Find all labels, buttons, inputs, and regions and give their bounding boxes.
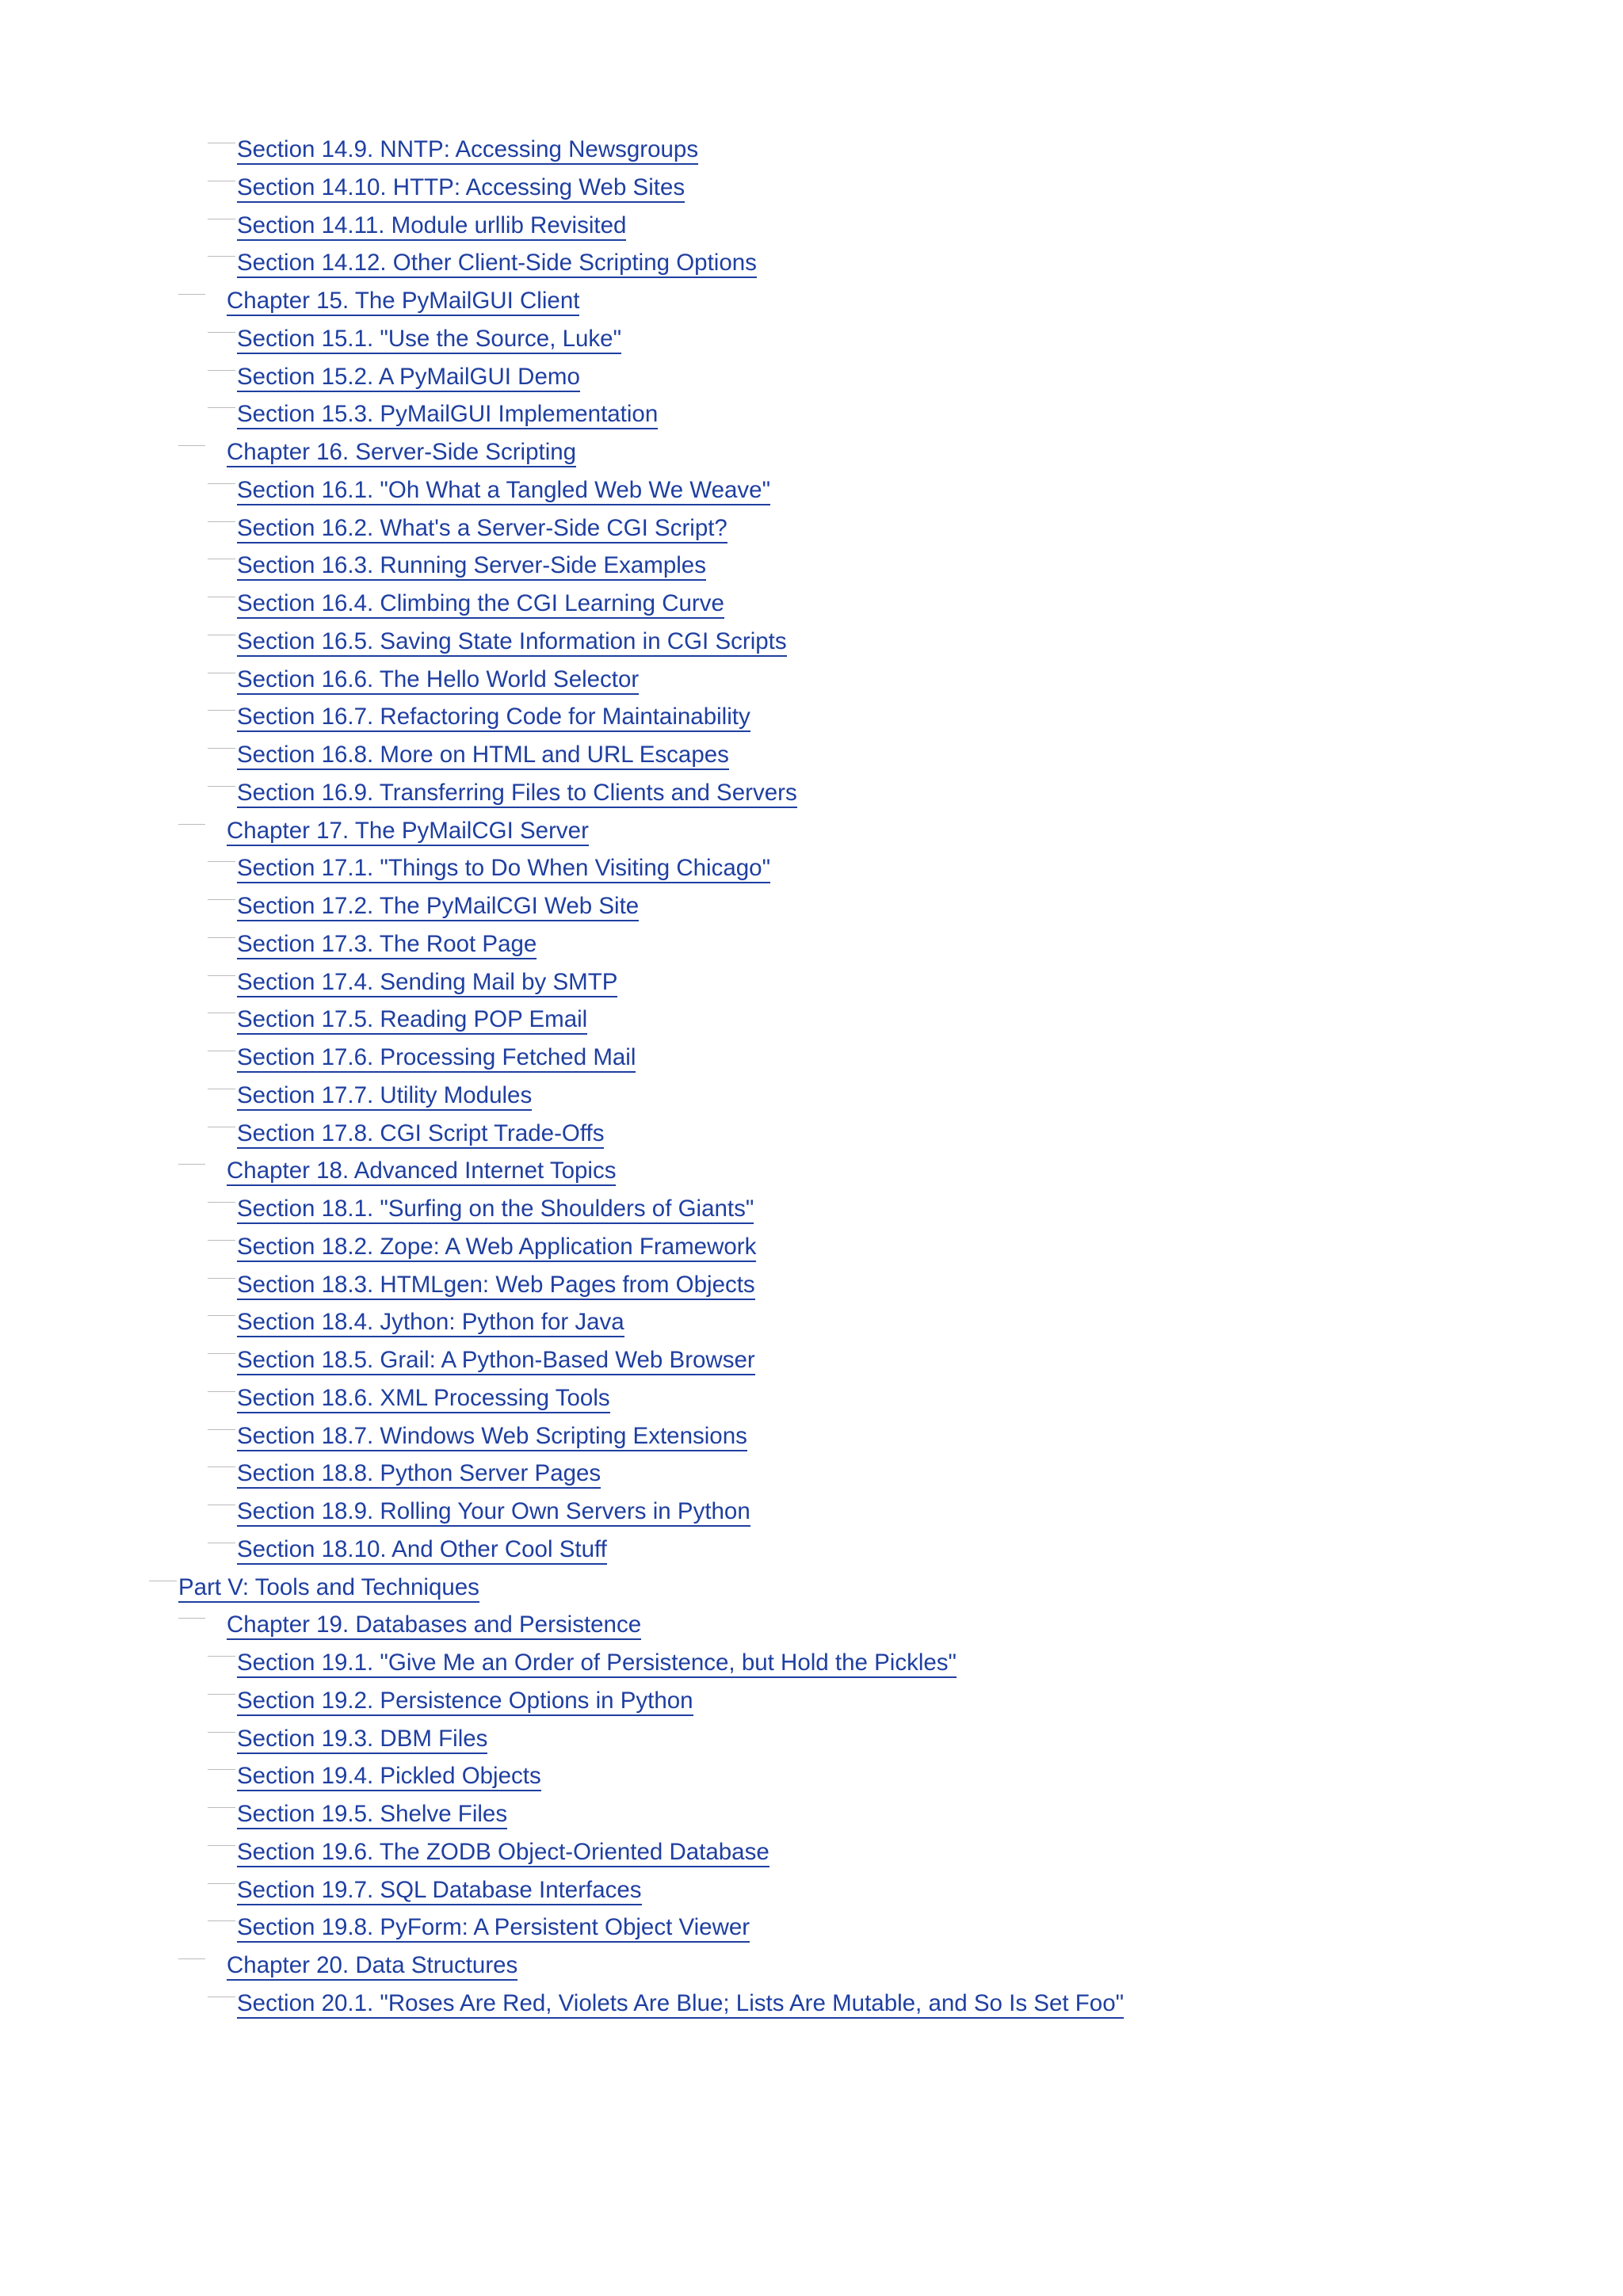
- toc-section-link[interactable]: Section 18.4. Jython: Python for Java: [237, 1309, 624, 1337]
- toc-chapter-link[interactable]: Chapter 16. Server-Side Scripting: [227, 439, 576, 467]
- toc-section-link[interactable]: Section 17.7. Utility Modules: [237, 1082, 532, 1111]
- toc-section-link[interactable]: Section 16.6. The Hello World Selector: [237, 666, 639, 695]
- toc-section-entry: [0, 1001, 1623, 1039]
- toc-section-entry: [0, 1304, 1623, 1342]
- tree-connector-line: [208, 1694, 235, 1695]
- toc-section-entry: [0, 888, 1623, 926]
- toc-section-entry: [0, 699, 1623, 737]
- toc-section-entry: [0, 775, 1623, 813]
- toc-section-link[interactable]: Section 16.5. Saving State Information in CGI Scripts: [237, 628, 787, 657]
- toc-section-entry: [0, 245, 1623, 283]
- table-of-contents: [0, 132, 1623, 2023]
- toc-section-entry: [0, 1418, 1623, 1456]
- toc-section-entry: [0, 472, 1623, 510]
- toc-section-link[interactable]: Section 18.9. Rolling Your Own Servers in Python: [237, 1498, 750, 1527]
- toc-part-entry: [0, 1569, 1623, 1608]
- toc-section-link[interactable]: Section 17.8. CGI Script Trade-Offs: [237, 1120, 604, 1149]
- tree-connector-line: [208, 861, 235, 862]
- tree-connector-line: [208, 975, 235, 976]
- toc-section-link[interactable]: Section 18.3. HTMLgen: Web Pages from Objects: [237, 1272, 755, 1300]
- tree-connector-line: [208, 1769, 235, 1770]
- toc-section-link[interactable]: Section 15.3. PyMailGUI Implementation: [237, 401, 658, 429]
- toc-section-entry: [0, 359, 1623, 397]
- toc-section-entry: [0, 1380, 1623, 1418]
- toc-section-link[interactable]: Section 17.1. "Things to Do When Visiting Chicago": [237, 855, 770, 883]
- toc-section-link[interactable]: Section 16.4. Climbing the CGI Learning Curve: [237, 590, 724, 619]
- toc-section-entry: [0, 132, 1623, 170]
- toc-section-entry: [0, 1116, 1623, 1154]
- toc-section-link[interactable]: Section 18.7. Windows Web Scripting Extensions: [237, 1423, 747, 1451]
- tree-connector-line: [208, 1656, 235, 1657]
- toc-section-entry: [0, 208, 1623, 246]
- toc-section-link[interactable]: Section 16.2. What's a Server-Side CGI Script?: [237, 515, 727, 543]
- toc-chapter-entry: [0, 434, 1623, 472]
- toc-chapter-link[interactable]: Chapter 17. The PyMailCGI Server: [227, 818, 589, 846]
- toc-section-entry: [0, 1683, 1623, 1721]
- toc-section-link[interactable]: Section 19.5. Shelve Files: [237, 1801, 507, 1829]
- toc-section-link[interactable]: Section 16.9. Transferring Files to Clients and Servers: [237, 780, 797, 808]
- toc-section-entry: [0, 624, 1623, 662]
- toc-chapter-entry: [0, 813, 1623, 851]
- tree-connector-line: [208, 899, 235, 900]
- toc-section-link[interactable]: Section 18.1. "Surfing on the Shoulders of Giants": [237, 1196, 754, 1224]
- tree-connector-line: [208, 1845, 235, 1846]
- toc-section-link[interactable]: Section 18.6. XML Processing Tools: [237, 1385, 610, 1413]
- toc-section-entry: [0, 1645, 1623, 1683]
- tree-connector-line: [208, 1202, 235, 1203]
- toc-section-entry: [0, 321, 1623, 359]
- toc-section-link[interactable]: Section 17.2. The PyMailCGI Web Site: [237, 893, 639, 921]
- toc-section-link[interactable]: Section 19.3. DBM Files: [237, 1726, 487, 1754]
- toc-chapter-entry: [0, 283, 1623, 321]
- tree-connector-line: [208, 1732, 235, 1733]
- toc-section-entry: [0, 1039, 1623, 1077]
- toc-section-link[interactable]: Section 14.10. HTTP: Accessing Web Sites: [237, 174, 685, 203]
- toc-chapter-entry: [0, 1607, 1623, 1645]
- toc-section-link[interactable]: Section 14.12. Other Client-Side Scripting Options: [237, 250, 757, 278]
- toc-section-link[interactable]: Section 14.11. Module urllib Revisited: [237, 212, 626, 241]
- tree-connector-line: [208, 937, 235, 938]
- tree-connector-line: [208, 1315, 235, 1316]
- toc-section-entry: [0, 964, 1623, 1002]
- toc-section-link[interactable]: Section 19.6. The ZODB Object-Oriented Database: [237, 1839, 769, 1867]
- toc-section-link[interactable]: Section 15.2. A PyMailGUI Demo: [237, 364, 580, 392]
- toc-section-link[interactable]: Section 17.4. Sending Mail by SMTP: [237, 969, 617, 997]
- tree-connector-line: [208, 1391, 235, 1392]
- toc-chapter-link[interactable]: Chapter 19. Databases and Persistence: [227, 1611, 641, 1640]
- toc-section-link[interactable]: Section 18.10. And Other Cool Stuff: [237, 1536, 607, 1565]
- toc-section-entry: [0, 1909, 1623, 1947]
- tree-connector-line: [208, 256, 235, 257]
- toc-section-link[interactable]: Section 16.7. Refactoring Code for Maintainability: [237, 704, 750, 732]
- toc-section-entry: [0, 926, 1623, 964]
- toc-section-entry: [0, 510, 1623, 548]
- toc-chapter-link[interactable]: Chapter 20. Data Structures: [227, 1952, 517, 1981]
- toc-chapter-entry: [0, 1947, 1623, 1985]
- toc-section-entry: [0, 1531, 1623, 1569]
- toc-section-entry: [0, 1796, 1623, 1834]
- toc-section-link[interactable]: Section 19.7. SQL Database Interfaces: [237, 1877, 642, 1905]
- toc-chapter-link[interactable]: Chapter 18. Advanced Internet Topics: [227, 1158, 616, 1186]
- toc-chapter-entry: [0, 1153, 1623, 1191]
- toc-section-entry: [0, 1267, 1623, 1305]
- tree-connector-line: [178, 1958, 205, 1959]
- toc-section-link[interactable]: Section 17.3. The Root Page: [237, 931, 537, 959]
- toc-section-entry: [0, 737, 1623, 775]
- tree-connector-line: [208, 370, 235, 371]
- tree-connector-line: [178, 1618, 205, 1619]
- toc-section-link[interactable]: Section 19.1. "Give Me an Order of Persistence, but Hold the Pickles": [237, 1650, 957, 1678]
- toc-section-link[interactable]: Section 18.2. Zope: A Web Application Framework: [237, 1234, 756, 1262]
- toc-section-link[interactable]: Section 18.8. Python Server Pages: [237, 1460, 601, 1489]
- toc-section-link[interactable]: Section 18.5. Grail: A Python-Based Web Browser: [237, 1347, 755, 1375]
- toc-section-link[interactable]: Section 19.2. Persistence Options in Python: [237, 1688, 693, 1716]
- toc-section-link[interactable]: Section 14.9. NNTP: Accessing Newsgroups: [237, 136, 698, 165]
- toc-section-entry: [0, 662, 1623, 700]
- toc-part-link[interactable]: Part V: Tools and Techniques: [178, 1574, 479, 1603]
- tree-connector-line: [208, 332, 235, 333]
- toc-section-entry: [0, 850, 1623, 888]
- toc-section-entry: [0, 1077, 1623, 1116]
- toc-section-link[interactable]: Section 16.3. Running Server-Side Examples: [237, 552, 706, 581]
- toc-section-link[interactable]: Section 16.1. "Oh What a Tangled Web We Weave": [237, 477, 770, 505]
- toc-section-entry: [0, 1834, 1623, 1872]
- toc-section-link[interactable]: Section 17.5. Reading POP Email: [237, 1006, 587, 1035]
- toc-section-entry: [0, 1985, 1623, 2023]
- tree-connector-line: [178, 1164, 205, 1165]
- toc-section-entry: [0, 1455, 1623, 1493]
- tree-connector-line: [208, 786, 235, 787]
- toc-section-entry: [0, 170, 1623, 208]
- tree-connector-line: [208, 1920, 235, 1921]
- toc-section-link[interactable]: Section 20.1. "Roses Are Red, Violets Are Blue; Lists Are Mutable, and So Is Set Foo": [237, 1990, 1124, 2019]
- tree-connector-line: [208, 710, 235, 711]
- toc-section-entry: [0, 1191, 1623, 1229]
- toc-section-entry: [0, 1721, 1623, 1759]
- toc-section-link[interactable]: Section 16.8. More on HTML and URL Escapes: [237, 742, 729, 770]
- toc-section-entry: [0, 585, 1623, 624]
- toc-section-entry: [0, 396, 1623, 434]
- tree-connector-line: [208, 1807, 235, 1808]
- tree-connector-line: [208, 1466, 235, 1467]
- toc-section-entry: [0, 1758, 1623, 1796]
- toc-section-entry: [0, 1342, 1623, 1380]
- toc-section-link[interactable]: Section 19.4. Pickled Objects: [237, 1763, 541, 1791]
- toc-section-entry: [0, 1872, 1623, 1910]
- tree-connector-line: [208, 748, 235, 749]
- tree-connector-line: [208, 1353, 235, 1354]
- toc-section-link[interactable]: Section 17.6. Processing Fetched Mail: [237, 1044, 636, 1073]
- tree-connector-line: [208, 483, 235, 484]
- tree-connector-line: [208, 407, 235, 408]
- toc-section-link[interactable]: Section 19.8. PyForm: A Persistent Object Viewer: [237, 1914, 750, 1943]
- tree-connector-line: [208, 1429, 235, 1430]
- toc-section-link[interactable]: Section 15.1. "Use the Source, Luke": [237, 326, 621, 354]
- tree-connector-line: [178, 824, 205, 825]
- tree-connector-line: [208, 521, 235, 522]
- tree-connector-line: [208, 1240, 235, 1241]
- toc-chapter-link[interactable]: Chapter 15. The PyMailGUI Client: [227, 288, 579, 316]
- toc-section-entry: [0, 547, 1623, 585]
- toc-section-entry: [0, 1493, 1623, 1531]
- toc-section-entry: [0, 1229, 1623, 1267]
- tree-connector-line: [178, 445, 205, 446]
- tree-connector-line: [178, 294, 205, 295]
- tree-connector-line: [208, 1883, 235, 1884]
- tree-connector-line: [208, 1278, 235, 1279]
